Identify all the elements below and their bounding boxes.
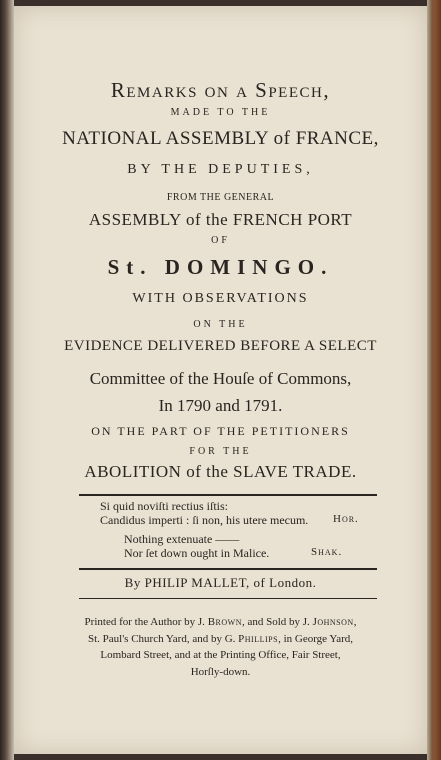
title-line-evidence: EVIDENCE DELIVERED BEFORE A SELECT [64, 338, 377, 354]
book-binding-left [0, 0, 14, 760]
imprint-text-2: , and Sold by J. [241, 616, 313, 628]
epigraph-english-line-1: Nothing extenuate —— [124, 532, 240, 546]
imprint-text-1: Printed for the Author by J. [84, 616, 208, 628]
title-line-on-the: ON THE [193, 319, 248, 330]
title-line-by-the-deputies: BY THE DEPUTIES, [127, 162, 314, 177]
imprint-name-brown: Brown [207, 616, 242, 628]
title-line-for-the: FOR THE [189, 446, 252, 457]
title-line-of: OF [211, 235, 230, 246]
epigraph-latin-attribution: Hor. [333, 513, 359, 525]
title-line-national-assembly: NATIONAL ASSEMBLY of FRANCE, [62, 128, 379, 149]
rule-above-epigraph [79, 494, 377, 496]
author-line: By PHILIP MALLET, of London. [124, 575, 317, 590]
title-line-remarks: Remarks on a Speech, [110, 78, 331, 102]
title-line-made-to-the: MADE TO THE [170, 107, 271, 118]
imprint-text-3: , St. Paul's Church Yard, and by G. [87, 616, 357, 645]
title-line-petitioners: ON THE PART OF THE PETITIONERS [91, 424, 350, 438]
title-line-assembly-french-port: ASSEMBLY of the FRENCH PORT [88, 210, 353, 229]
epigraph-latin-line-1: Si quid noviſti rectius iſtis: [100, 499, 229, 513]
imprint-name-johnson: Johnson [312, 616, 354, 628]
title-line-st-domingo: St. DOMINGO. [107, 255, 334, 279]
title-line-abolition: ABOLITION of the SLAVE TRADE. [84, 462, 357, 481]
title-line-years: In 1790 and 1791. [158, 396, 283, 415]
rule-below-author [79, 598, 377, 599]
imprint [14, 614, 427, 680]
rule-below-epigraph [79, 568, 377, 570]
epigraph-english-attribution: Shak. [311, 546, 343, 558]
title-line-committee: Committee of the Houſe of Commons, [89, 369, 352, 388]
imprint-text-4: , in George Yard, Lombard Street, and at the Printing Office, Fair Street, Horſly-down. [100, 632, 354, 678]
title-line-with-observations: WITH OBSERVATIONS [132, 291, 309, 306]
imprint-name-phillips: Phillips [238, 632, 279, 645]
book-binding-right [427, 0, 441, 760]
title-page [14, 6, 427, 754]
epigraph-latin-line-2: Candidus imperti : ſi non, his utere mecum. [100, 513, 309, 527]
title-line-from-the-general: FROM THE GENERAL [166, 192, 275, 203]
epigraph-english-line-2: Nor ſet down ought in Malice. [124, 546, 270, 560]
